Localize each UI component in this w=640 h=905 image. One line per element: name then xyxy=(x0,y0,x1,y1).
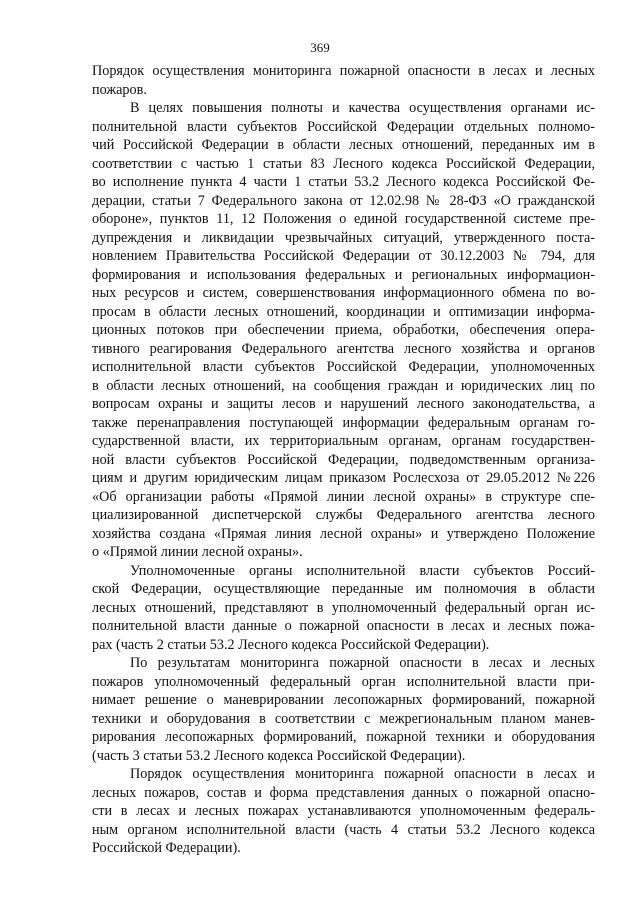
text-line: ным органом исполнительной власти (часть 4 статьи 53.2 Лесного кодекса xyxy=(92,821,595,838)
text-line: чий Российской Федерации в области лесных отношений, переданных им в xyxy=(92,137,595,153)
text-line: обороне», пунктов 11, 12 Положения о единой государственной системе пре- xyxy=(92,211,595,227)
text-line: хозяйства создана «Прямая линия лесной охраны» и утверждено Положение xyxy=(92,525,595,542)
text-line: сти в лесах и лесных пожарах устанавливаются уполномоченным федераль- xyxy=(92,803,595,819)
text-line: пожаров. xyxy=(92,81,147,98)
document-body xyxy=(92,62,595,858)
text-line: Порядок осуществления мониторинга пожарной опасности в лесах и лесных xyxy=(92,63,595,79)
text-line: Российской Федерации). xyxy=(92,840,241,856)
text-line: о «Прямой линии лесной охраны». xyxy=(92,544,303,560)
text-line: техники и оборудования в соответствии с межрегиональным планом манев- xyxy=(92,710,595,727)
text-line: соответствии с частью 1 статьи 83 Лесного кодекса Российской Федерации, xyxy=(92,155,595,172)
text-line: В целях повышения полноты и качества осуществления органами ис- xyxy=(130,100,595,116)
text-line: ской Федерации, осуществляющие переданные им полномочия в области xyxy=(92,581,595,597)
text-line: циализированной диспетчерской службы Федерального агентства лесного xyxy=(92,507,595,523)
text-line: также перенаправления поступающей информации федеральным органам го- xyxy=(92,414,595,431)
text-line: ных ресурсов и систем, совершенствования информационного обмена по во- xyxy=(92,285,595,301)
text-line: рирования лесопожарных формирований, пожарной техники и оборудования xyxy=(92,729,595,745)
paragraph-3 xyxy=(92,562,595,655)
text-line: вопросам охраны и защиты лесов и нарушений лесного законодательства, а xyxy=(92,396,595,412)
text-line: тивного реагирования Федерального агентства лесного хозяйства и органов xyxy=(92,340,595,357)
text-line: (часть 3 статьи 53.2 Лесного кодекса Российской Федерации). xyxy=(92,747,466,764)
text-line: ционных потоков при обеспечении приема, обработки, обеспечения опера- xyxy=(92,322,595,338)
paragraph-2 xyxy=(92,99,595,562)
text-line: Уполномоченные органы исполнительной власти субъектов Россий- xyxy=(130,562,595,579)
text-line: во исполнение пункта 4 части 1 статьи 53.2 Лесного кодекса Российской Фе- xyxy=(92,174,595,190)
text-line: полнительной власти субъектов Российской Федерации отдельных полномо- xyxy=(92,118,595,135)
text-line: новлением Правительства Российской Федерации от 30.12.2003 № 794, для xyxy=(92,248,595,264)
text-line: нимает решение о маневрировании лесопожарных формирований, пожарной xyxy=(92,692,595,708)
text-line: рах (часть 2 статьи 53.2 Лесного кодекса Российской Федерации). xyxy=(92,636,490,653)
text-line: «Об организации работы «Прямой линии лесной охраны» в структуре спе- xyxy=(92,488,595,505)
page-number: 369 xyxy=(310,40,330,55)
text-line: лесных отношений, представляют в уполномоченный федеральный орган ис- xyxy=(92,599,595,616)
text-line: в области лесных отношений, на сообщения граждан и юридических лиц по xyxy=(92,377,595,394)
text-line: полнительной власти данные о пожарной опасности в лесах и лесных пожа- xyxy=(92,618,595,634)
text-line: просам в области лесных отношений, координации и оптимизации информа- xyxy=(92,303,595,320)
paragraph-5 xyxy=(92,765,595,858)
text-line: ной власти субъектов Российской Федерации, подведомственным организа- xyxy=(92,451,595,468)
text-line: По результатам мониторинга пожарной опасности в лесах и лесных xyxy=(130,655,595,671)
text-line: лесных пожаров, состав и форма представления данных о пожарной опасно- xyxy=(92,784,595,801)
text-line: пожаров уполномоченный федеральный орган исполнительной власти при- xyxy=(92,673,595,690)
text-line: дерации, статьи 7 Федерального закона от 12.02.98 № 28-ФЗ «О гражданской xyxy=(92,192,595,209)
paragraph-1 xyxy=(92,62,595,99)
text-line: циям и другим юридическим лицам приказом Рослесхоза от 29.05.2012 №226 xyxy=(92,470,595,486)
text-line: сударственной власти, их территориальным органам, органам государствен- xyxy=(92,433,595,449)
paragraph-4 xyxy=(92,654,595,765)
text-line: формирования и использования федеральных и региональных информацион- xyxy=(92,266,595,283)
text-line: исполнительной власти субъектов Российской Федерации, уполномоченных xyxy=(92,359,595,375)
text-line: Порядок осуществления мониторинга пожарной опасности в лесах и xyxy=(130,766,595,782)
text-line: дупреждения и ликвидации чрезвычайных ситуаций, утвержденного поста- xyxy=(92,229,595,246)
